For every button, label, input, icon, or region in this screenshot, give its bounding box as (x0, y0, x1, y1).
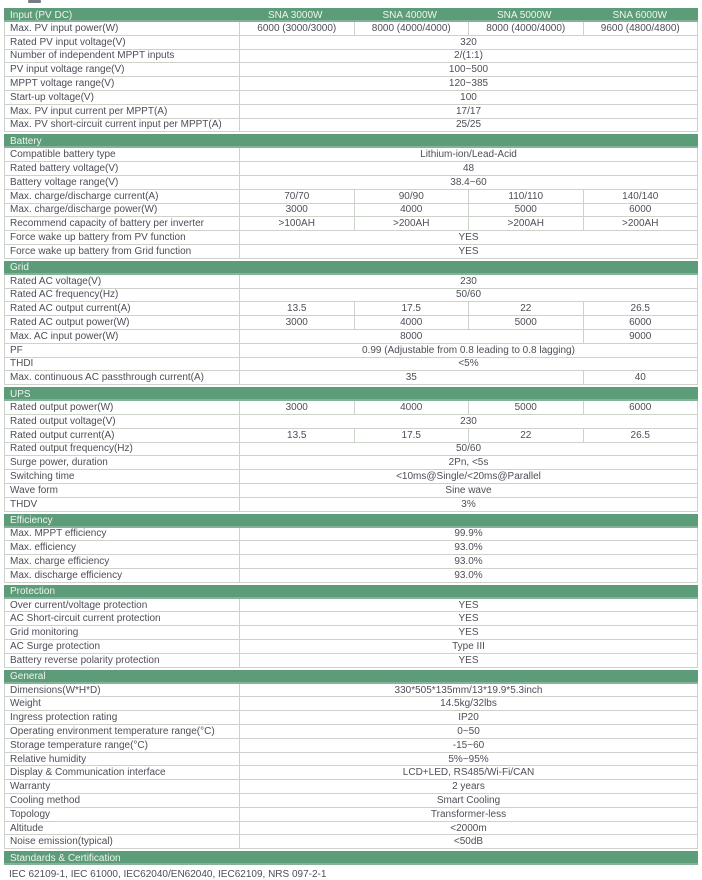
spec-row (4, 612, 698, 626)
spec-value: Lithium-ion/Lead-Acid (239, 148, 697, 161)
section-title: Grid (10, 262, 29, 274)
spec-label: Rated output current(A) (10, 429, 115, 441)
spec-row (4, 626, 698, 640)
spec-value: YES (239, 599, 697, 612)
section-header-standards-certification (4, 851, 698, 865)
spec-label: AC Short-circuit current protection (10, 613, 161, 625)
spec-label: AC Surge protection (10, 640, 101, 652)
spec-value: 5%~95% (239, 753, 697, 766)
spec-label: Noise emission(typical) (10, 836, 113, 848)
spec-row (4, 176, 698, 190)
spec-row (4, 835, 698, 849)
spec-value: YES (239, 231, 697, 244)
spec-value: 4000 (354, 401, 469, 414)
section-title: Battery (10, 135, 42, 147)
section-title: Protection (10, 586, 56, 598)
spec-value: 9600 (4800/4800) (583, 22, 698, 35)
spec-label: Relative humidity (10, 753, 87, 765)
spec-row (4, 22, 698, 36)
spec-row (4, 780, 698, 794)
spec-label: Grid monitoring (10, 627, 79, 639)
spec-row (4, 162, 698, 176)
spec-label: MPPT voltage range(V) (10, 78, 115, 90)
spec-label: Dimensions(W*H*D) (10, 684, 101, 696)
spec-value: 8000 (239, 330, 583, 343)
spec-value: YES (239, 626, 697, 639)
spec-label: PF (10, 344, 23, 356)
spec-row (4, 725, 698, 739)
spec-value: 90/90 (354, 190, 469, 203)
spec-value: 0~50 (239, 725, 697, 738)
spec-value: 2 years (239, 780, 697, 793)
spec-row (4, 443, 698, 457)
spec-row (4, 316, 698, 330)
spec-label: Max. charge/discharge power(W) (10, 204, 158, 216)
spec-label: THDI (10, 358, 34, 370)
spec-row (4, 302, 698, 316)
spec-row (4, 739, 698, 753)
spec-label: Number of independent MPPT inputs (10, 50, 175, 62)
spec-value: 35 (239, 371, 583, 384)
spec-label: Altitude (10, 822, 44, 834)
spec-value: 4000 (354, 204, 469, 217)
section-title: General (10, 671, 46, 683)
spec-row (4, 50, 698, 64)
spec-value: 3000 (239, 204, 354, 217)
spec-row (4, 415, 698, 429)
spec-row (4, 555, 698, 569)
spec-value: 17.5 (354, 302, 469, 315)
spec-row (4, 456, 698, 470)
spec-row (4, 358, 698, 372)
spec-value: 99.9% (239, 528, 697, 541)
spec-row (4, 684, 698, 698)
spec-value: 22 (468, 429, 583, 442)
spec-label: Rated output frequency(Hz) (10, 443, 133, 455)
spec-value: 140/140 (583, 190, 698, 203)
spec-label: Rated AC frequency(Hz) (10, 289, 119, 301)
spec-value: 25/25 (239, 119, 697, 132)
spec-row (4, 429, 698, 443)
spec-row (4, 36, 698, 50)
spec-label: Surge power, duration (10, 457, 108, 469)
spec-value: 8000 (4000/4000) (468, 22, 583, 35)
spec-value: >200AH (354, 217, 469, 230)
spec-label: Rated AC voltage(V) (10, 275, 102, 287)
spec-row (4, 148, 698, 162)
column-header-sna-3000w: SNA 3000W (268, 9, 323, 21)
spec-label: Storage temperature range(°C) (10, 739, 148, 751)
spec-row (4, 599, 698, 613)
spec-label: Rated PV input voltage(V) (10, 36, 126, 48)
spec-value: 230 (239, 275, 697, 288)
spec-label: Max. PV input power(W) (10, 22, 119, 34)
spec-value: >200AH (583, 217, 698, 230)
spec-label: Battery reverse polarity protection (10, 654, 160, 666)
spec-row (4, 753, 698, 767)
spec-value: 4000 (354, 316, 469, 329)
spec-value: 3000 (239, 316, 354, 329)
spec-label: Max. charge/discharge current(A) (10, 190, 159, 202)
spec-row (4, 401, 698, 415)
spec-value: 2Pn, <5s (239, 456, 697, 469)
spec-value: 5000 (468, 204, 583, 217)
spec-value: 93.0% (239, 541, 697, 554)
spec-row (4, 204, 698, 218)
spec-value: 38.4~60 (239, 176, 697, 189)
spec-label: Start-up voltage(V) (10, 91, 94, 103)
spec-value: YES (239, 245, 697, 258)
spec-value: 14.5kg/32lbs (239, 697, 697, 710)
spec-value: 110/110 (468, 190, 583, 203)
section-header-ups (4, 387, 698, 401)
spec-value: Smart Cooling (239, 794, 697, 807)
spec-label: Rated AC output power(W) (10, 317, 130, 329)
spec-value: 6000 (583, 316, 698, 329)
spec-row (4, 528, 698, 542)
spec-label: Topology (10, 808, 51, 820)
spec-label: Max. efficiency (10, 542, 76, 554)
spec-label: Max. PV input current per MPPT(A) (10, 105, 168, 117)
spec-row (4, 344, 698, 358)
spec-label: Rated output power(W) (10, 402, 114, 414)
spec-row (4, 794, 698, 808)
spec-value: -15~60 (239, 739, 697, 752)
standards-certifications-text: IEC 62109-1, IEC 61000, IEC62040/EN62040, IEC62109, NRS 097-2-1 (9, 869, 327, 880)
spec-label: Display & Communication interface (10, 767, 166, 779)
spec-value: <5% (239, 358, 697, 371)
spec-label: Recommend capacity of battery per inverter (10, 218, 204, 230)
spec-label: Weight (10, 698, 41, 710)
spec-label: Max. AC input power(W) (10, 330, 119, 342)
spec-value: 5000 (468, 316, 583, 329)
spec-value: Type III (239, 640, 697, 653)
spec-value: 26.5 (583, 302, 698, 315)
spec-row (4, 697, 698, 711)
spec-value: 6000 (3000/3000) (239, 22, 354, 35)
spec-value: 22 (468, 302, 583, 315)
spec-row (4, 245, 698, 259)
spec-row (4, 822, 698, 836)
spec-value: Sine wave (239, 484, 697, 497)
spec-row (4, 654, 698, 668)
spec-label: Operating environment temperature range(°C) (10, 725, 215, 737)
spec-value: YES (239, 612, 697, 625)
spec-value: 50/60 (239, 443, 697, 456)
spec-value: 0.99 (Adjustable from 0.8 leading to 0.8 lagging) (239, 344, 697, 357)
spec-label: Max. MPPT efficiency (10, 528, 107, 540)
spec-label: Force wake up battery from PV function (10, 232, 186, 244)
spec-value: 230 (239, 415, 697, 428)
spec-value: <10ms@Single/<20ms@Parallel (239, 470, 697, 483)
spec-label: Max. continuous AC passthrough current(A) (10, 372, 204, 384)
spec-value: LCD+LED, RS485/Wi-Fi/CAN (239, 766, 697, 779)
spec-value: >100AH (239, 217, 354, 230)
spec-value: IP20 (239, 711, 697, 724)
cropped-text-fragment (28, 0, 41, 3)
spec-value: 100 (239, 91, 697, 104)
spec-label: Rated output voltage(V) (10, 415, 116, 427)
spec-label: Max. PV short-circuit current input per MPPT(A) (10, 119, 222, 131)
spec-row (4, 640, 698, 654)
spec-label: Max. charge efficiency (10, 555, 110, 567)
spec-label: Rated AC output current(A) (10, 303, 131, 315)
column-header-sna-4000w: SNA 4000W (382, 9, 437, 21)
spec-value: 17/17 (239, 105, 697, 118)
spec-label: Compatible battery type (10, 149, 116, 161)
section-title: Input (PV DC) (10, 9, 73, 21)
spec-label: Max. discharge efficiency (10, 569, 123, 581)
spec-value: 50/60 (239, 289, 697, 302)
spec-value: 40 (583, 371, 698, 384)
spec-row (4, 105, 698, 119)
spec-value: 6000 (583, 204, 698, 217)
spec-value: 100~500 (239, 63, 697, 76)
spec-row (4, 808, 698, 822)
section-title: Efficiency (10, 515, 53, 526)
spec-value: 9000 (583, 330, 698, 343)
spec-row (4, 330, 698, 344)
spec-row (4, 289, 698, 303)
section-title: UPS (10, 388, 31, 400)
spec-value: 13.5 (239, 429, 354, 442)
spec-value: 93.0% (239, 569, 697, 582)
section-header-battery (4, 134, 698, 148)
section-header-input-pv-dc (4, 8, 698, 22)
spec-value: YES (239, 654, 697, 667)
spec-label: Force wake up battery from Grid function (10, 245, 192, 257)
spec-value: 70/70 (239, 190, 354, 203)
spec-value: 3000 (239, 401, 354, 414)
spec-label: THDV (10, 498, 38, 510)
spec-row (4, 275, 698, 289)
spec-value: <2000m (239, 822, 697, 835)
spec-row (4, 119, 698, 133)
spec-label: Switching time (10, 471, 75, 482)
section-title: Standards & Certification (10, 852, 121, 864)
spec-row (4, 190, 698, 204)
spec-label: Cooling method (10, 794, 81, 806)
spec-table (4, 8, 698, 849)
column-header-sna-5000w: SNA 5000W (497, 9, 552, 21)
spec-row (4, 569, 698, 583)
spec-value: 6000 (583, 401, 698, 414)
spec-row (4, 484, 698, 498)
section-header-grid (4, 261, 698, 275)
spec-value: Transformer-less (239, 808, 697, 821)
spec-label: Wave form (10, 484, 58, 496)
column-header-sna-6000w: SNA 6000W (612, 9, 667, 21)
spec-value: 93.0% (239, 555, 697, 568)
spec-label: Warranty (10, 781, 51, 793)
spec-row (4, 231, 698, 245)
spec-row (4, 541, 698, 555)
spec-value: 17.5 (354, 429, 469, 442)
spec-row (4, 498, 698, 512)
spec-row (4, 371, 698, 385)
spec-label: Rated battery voltage(V) (10, 163, 119, 175)
spec-label: Ingress protection rating (10, 712, 118, 724)
spec-value: 8000 (4000/4000) (354, 22, 469, 35)
spec-row (4, 711, 698, 725)
spec-value: 2/(1:1) (239, 50, 697, 63)
spec-row (4, 470, 698, 484)
spec-value: 320 (239, 36, 697, 49)
spec-row (4, 77, 698, 91)
section-header-efficiency (4, 514, 698, 528)
spec-value: 3% (239, 498, 697, 511)
spec-value: 48 (239, 162, 697, 175)
spec-value: 5000 (468, 401, 583, 414)
spec-value: <50dB (239, 835, 697, 848)
spec-row (4, 766, 698, 780)
spec-value: 13.5 (239, 302, 354, 315)
spec-value: 26.5 (583, 429, 698, 442)
spec-value: >200AH (468, 217, 583, 230)
spec-row (4, 91, 698, 105)
spec-label: Over current/voltage protection (10, 599, 148, 611)
spec-value: 120~385 (239, 77, 697, 90)
section-header-protection (4, 585, 698, 599)
spec-label: Battery voltage range(V) (10, 176, 119, 188)
spec-value: 330*505*135mm/13*19.9*5.3inch (239, 684, 697, 697)
spec-label: PV input voltage range(V) (10, 64, 125, 76)
spec-row (4, 217, 698, 231)
spec-row (4, 63, 698, 77)
section-header-general (4, 670, 698, 684)
